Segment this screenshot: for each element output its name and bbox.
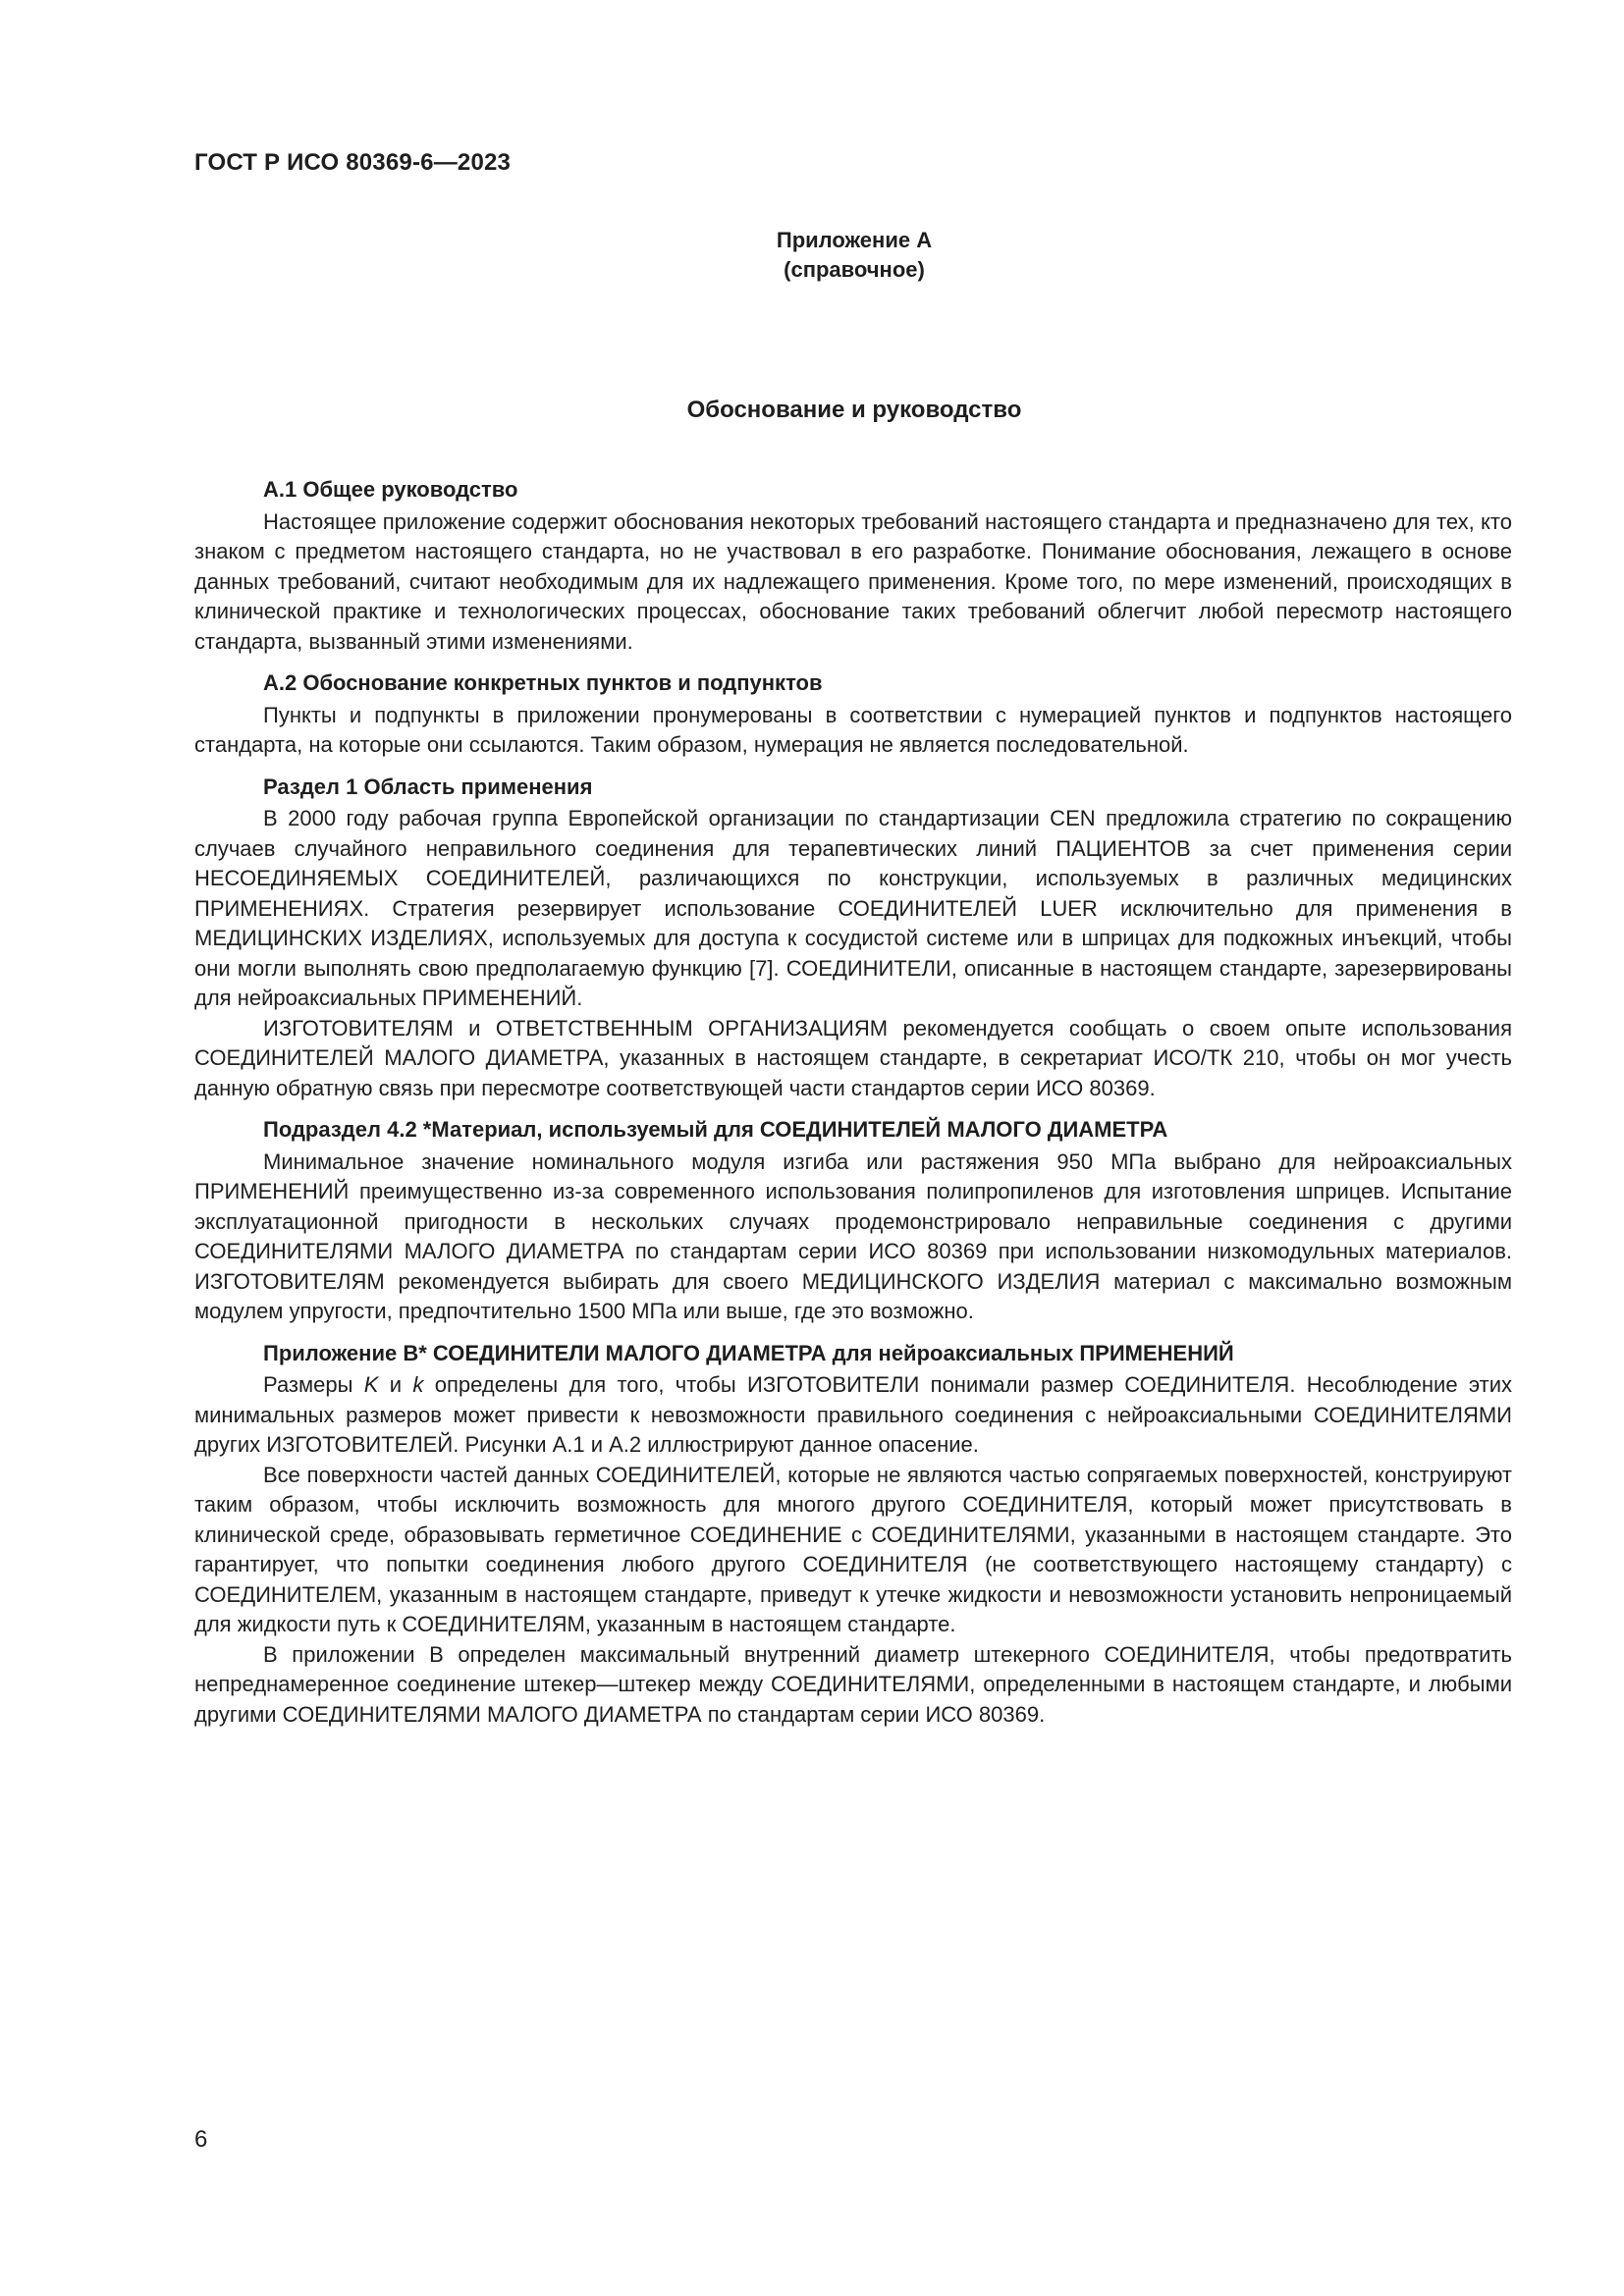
text-run: определены для того, чтобы ИЗГОТОВИТЕЛИ понимали размер СОЕДИНИТЕЛЯ. Несоблюдение этих минимальных размеров может привести к невозможности правильного соединения с нейроаксиальными СОЕДИНИТЕЛЯМИ других ИЗГОТОВИТЕЛЕЙ. Рисунки А.1 и А.2 иллюстрируют данное опасение. <box>194 1372 1513 1457</box>
paragraph <box>194 1370 1512 1461</box>
section-heading: Подраздел 4.2 *Материал, используемый для СОЕДИНИТЕЛЕЙ МАЛОГО ДИАМЕТРА <box>263 1117 1168 1142</box>
paragraph: В приложении В определен максимальный внутренний диаметр штекерного СОЕДИНИТЕЛЯ, чтобы предотвратить непреднамеренное соединение штекер—штекер между СОЕДИНИТЕЛЯМИ, определенными в настоящем стандарте, и любыми другими СОЕДИНИТЕЛЯМИ МАЛОГО ДИАМЕТРА по стандартам серии ИСО 80369. <box>194 1641 1512 1727</box>
paragraph: Настоящее приложение содержит обоснования некоторых требований настоящего стандарта и предназначено для тех, кто знаком с предметом настоящего стандарта, но не участвовал в его разработке. Понимание обоснования, лежащего в основе данных требований, считают необходимым для их надлежащего применения. Кроме того, по мере изменений, происходящих в клинической практике и технологических процессах, обоснование таких требований облегчит любой пересмотр настоящего стандарта, вызванный этими изменениями. <box>194 508 1512 654</box>
annex-title-block <box>196 226 1512 285</box>
section-scope <box>194 773 1512 1104</box>
section-annex-b <box>194 1339 1512 1731</box>
section-a1 <box>194 475 1512 657</box>
document-body <box>194 475 1512 1730</box>
text-run: и <box>378 1372 413 1397</box>
section-a2 <box>194 668 1512 761</box>
paragraph: Минимальное значение номинального модуля изгиба или растяжения 950 МПа выбрано для нейроаксиальных ПРИМЕНЕНИЙ преимущественно из-за современного использования полипропиленов для изготовления шприцев. Испытание эксплуатационной пригодности в нескольких случаях продемонстрировало неправильные соединения с другими СОЕДИНИТЕЛЯМИ МАЛОГО ДИАМЕТРА по стандартам серии ИСО 80369 при использовании низкомодульных материалов. ИЗГОТОВИТЕЛЯМ рекомендуется выбирать для своего МЕДИЦИНСКОГО ИЗДЕЛИЯ материал с максимально возможным модулем упругости, предпочтительно 1500 МПа или выше, где это возможно. <box>194 1148 1512 1323</box>
variable-k-lower: k <box>412 1372 424 1397</box>
section-material <box>194 1115 1512 1327</box>
text-run: Размеры <box>263 1372 364 1397</box>
section-heading: А.1 Общее руководство <box>263 477 518 502</box>
section-heading: Приложение В* СОЕДИНИТЕЛИ МАЛОГО ДИАМЕТРА для нейроаксиальных ПРИМЕНЕНИЙ <box>263 1340 1234 1365</box>
paragraph: В 2000 году рабочая группа Европейской организации по стандартизации CEN предложила стратегию по сокращению случаев случайного неправильного соединения для терапевтических линий ПАЦИЕНТОВ за счет применения серии НЕСОЕДИНЯЕМЫХ СОЕДИНИТЕЛЕЙ, различающихся по конструкции, используемых в различных медицинских ПРИМЕНЕНИЯХ. Стратегия резервирует использование СОЕДИНИТЕЛЕЙ LUER исключительно для применения в МЕДИЦИНСКИХ ИЗДЕЛИЯХ, используемых для доступа к сосудистой системе или в шприцах для подкожных инъекций, чтобы они могли выполнять свою предполагаемую функцию [7]. СОЕДИНИТЕЛИ, описанные в настоящем стандарте, зарезервированы для нейроаксиальных ПРИМЕНЕНИЙ. <box>194 806 1512 1010</box>
paragraph: ИЗГОТОВИТЕЛЯМ и ОТВЕТСТВЕННЫМ ОРГАНИЗАЦИЯМ рекомендуется сообщать о своем опыте использования СОЕДИНИТЕЛЕЙ МАЛОГО ДИАМЕТРА, указанных в настоящем стандарте, в секретариат ИСО/ТК 210, чтобы он мог учесть данную обратную связь при пересмотре соответствующей части стандартов серии ИСО 80369. <box>194 1015 1512 1100</box>
section-heading: А.2 Обоснование конкретных пунктов и подпунктов <box>263 670 823 695</box>
annex-title: Приложение А <box>776 228 933 252</box>
page-number: 6 <box>194 2126 208 2153</box>
document-code: ГОСТ Р ИСО 80369-6—2023 <box>194 149 512 176</box>
variable-k-upper: K <box>363 1372 379 1397</box>
paragraph: Пункты и подпункты в приложении пронумерованы в соответствии с нумерацией пунктов и подпунктов настоящего стандарта, на которые они ссылаются. Таким образом, нумерация не является последовательной. <box>194 702 1512 757</box>
section-heading: Раздел 1 Область применения <box>263 774 593 799</box>
page-title: Обоснование и руководство <box>686 397 1022 423</box>
paragraph: Все поверхности частей данных СОЕДИНИТЕЛЕЙ, которые не являются частью сопрягаемых поверхностей, конструируют таким образом, чтобы исключить возможность для многого другого СОЕДИНИТЕЛЯ, который может присутствовать в клинической среде, образовывать герметичное СОЕДИНЕНИЕ с СОЕДИНИТЕЛЯМИ, указанными в настоящем стандарте. Это гарантирует, что попытки соединения любого другого СОЕДИНИТЕЛЯ (не соответствующего настоящему стандарту) с СОЕДИНИТЕЛЕМ, указанным в настоящем стандарте, приведут к утечке жидкости и невозможности установить непроницаемый для жидкости путь к СОЕДИНИТЕЛЯМ, указанным в настоящем стандарте. <box>194 1462 1512 1636</box>
annex-status: (справочное) <box>784 257 925 282</box>
